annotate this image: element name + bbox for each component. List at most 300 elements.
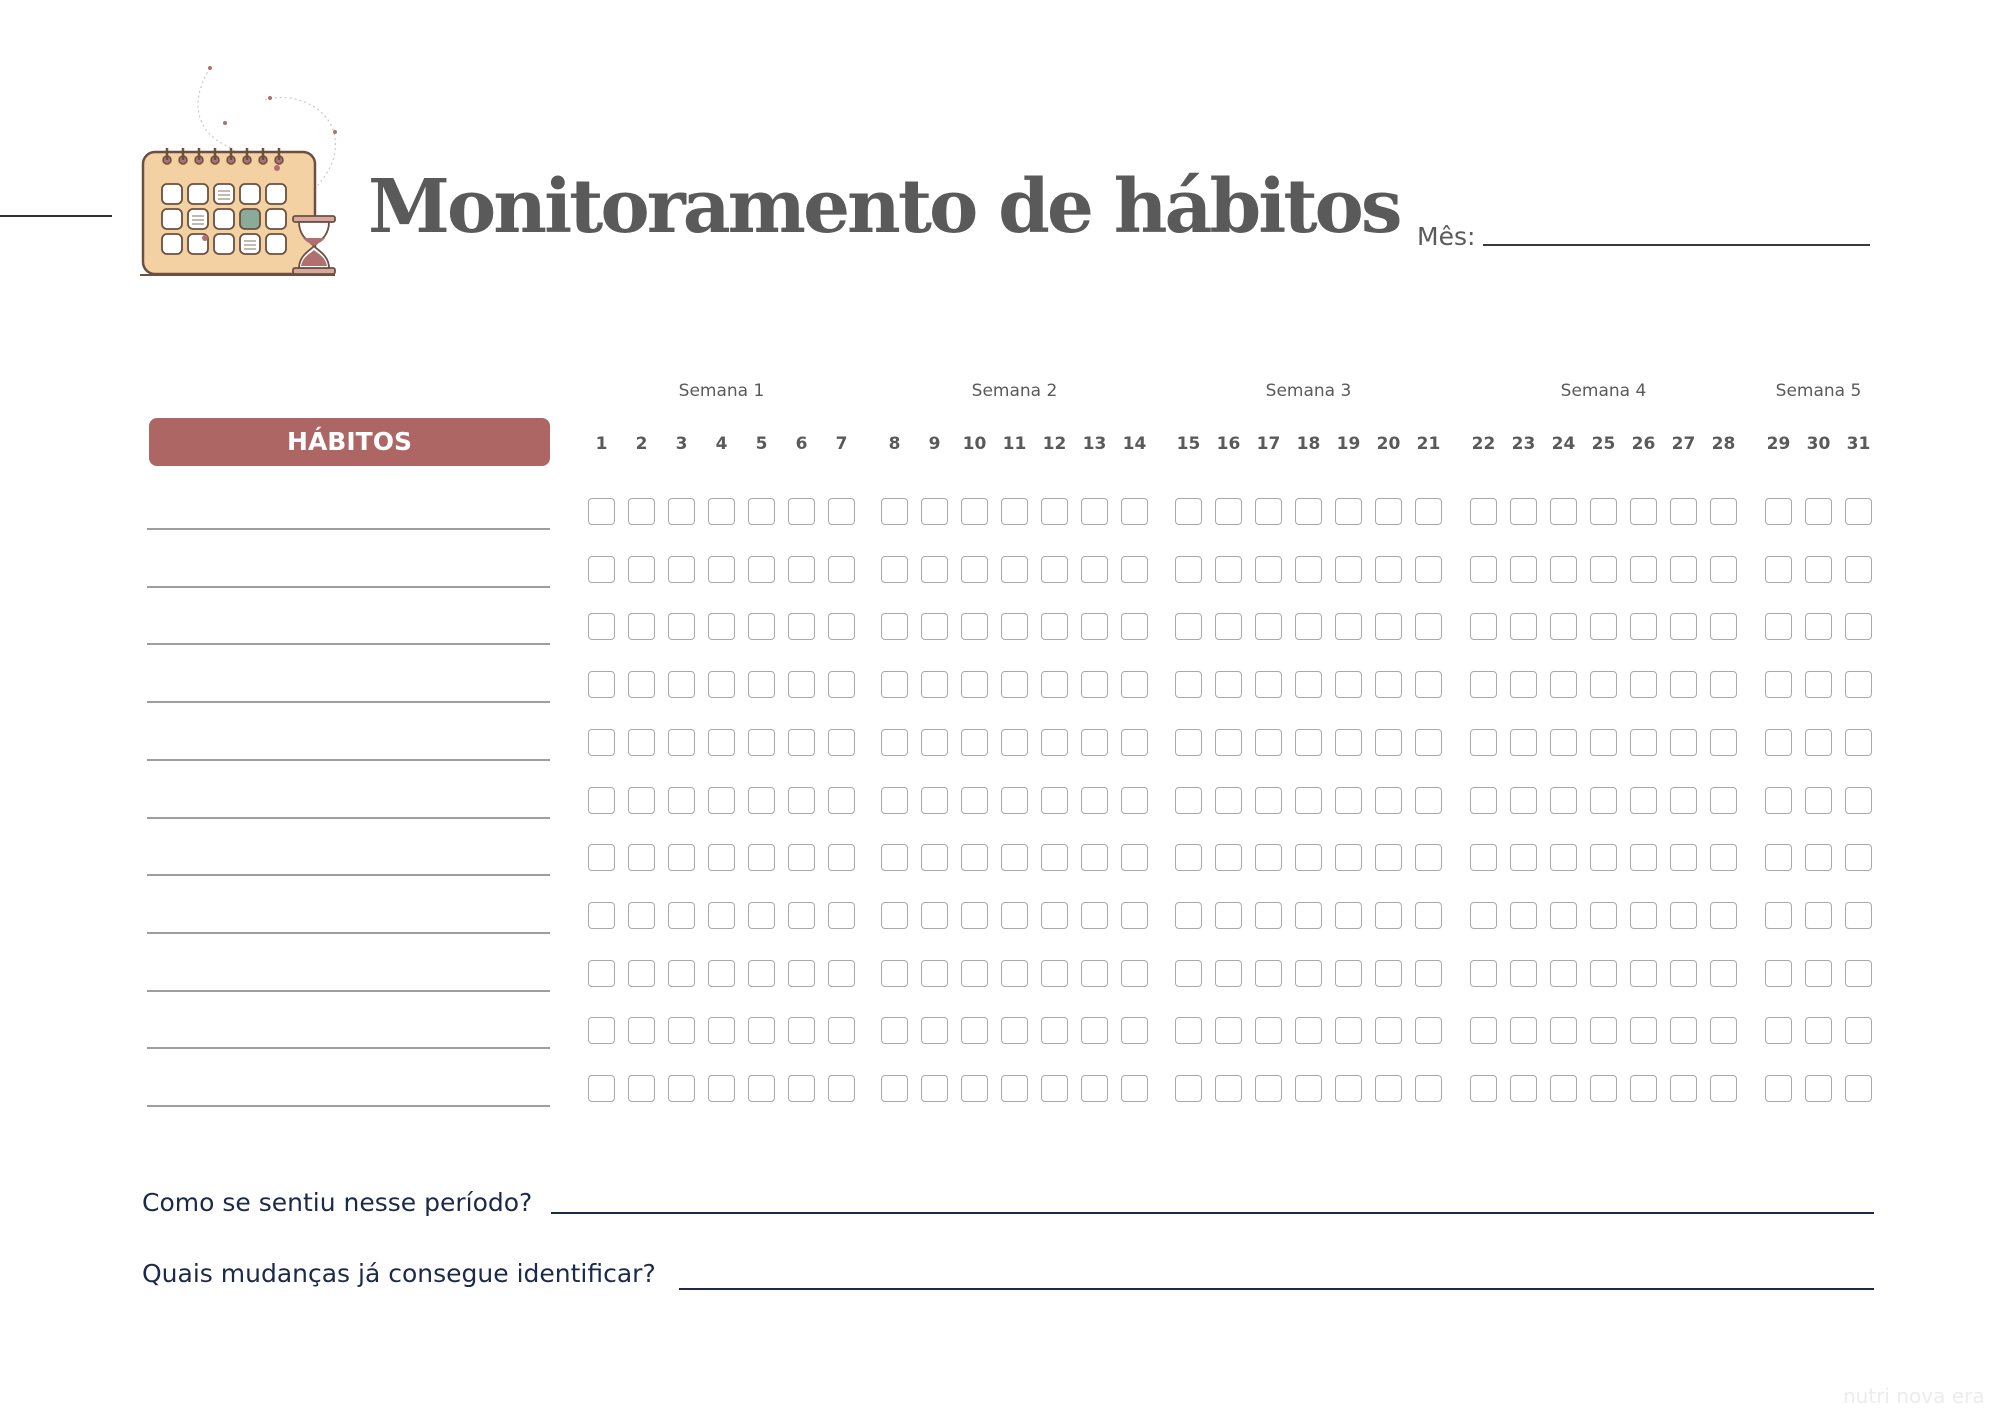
- habit-checkbox[interactable]: [748, 787, 775, 814]
- habit-checkbox[interactable]: [1845, 556, 1872, 583]
- habit-checkbox[interactable]: [1175, 613, 1202, 640]
- habit-checkbox[interactable]: [1215, 1017, 1242, 1044]
- habit-checkbox[interactable]: [1710, 729, 1737, 756]
- habit-checkbox[interactable]: [628, 671, 655, 698]
- habit-checkbox[interactable]: [1375, 729, 1402, 756]
- habit-checkbox[interactable]: [1121, 902, 1148, 929]
- habit-checkbox[interactable]: [881, 671, 908, 698]
- habit-checkbox[interactable]: [1175, 1017, 1202, 1044]
- habit-checkbox[interactable]: [1041, 613, 1068, 640]
- habit-checkbox[interactable]: [921, 729, 948, 756]
- habit-name-line[interactable]: [147, 586, 550, 588]
- habit-checkbox[interactable]: [748, 1075, 775, 1102]
- habit-checkbox[interactable]: [1215, 960, 1242, 987]
- habit-checkbox[interactable]: [588, 844, 615, 871]
- habit-checkbox[interactable]: [1255, 729, 1282, 756]
- habit-checkbox[interactable]: [1805, 498, 1832, 525]
- habit-checkbox[interactable]: [748, 960, 775, 987]
- habit-checkbox[interactable]: [788, 844, 815, 871]
- habit-checkbox[interactable]: [1670, 498, 1697, 525]
- habit-checkbox[interactable]: [628, 613, 655, 640]
- habit-checkbox[interactable]: [628, 844, 655, 871]
- habit-checkbox[interactable]: [1470, 498, 1497, 525]
- habit-checkbox[interactable]: [1550, 1017, 1577, 1044]
- habit-checkbox[interactable]: [1295, 729, 1322, 756]
- habit-checkbox[interactable]: [1550, 556, 1577, 583]
- habit-checkbox[interactable]: [1121, 671, 1148, 698]
- habit-checkbox[interactable]: [1335, 960, 1362, 987]
- habit-checkbox[interactable]: [1470, 671, 1497, 698]
- habit-checkbox[interactable]: [1805, 787, 1832, 814]
- habit-checkbox[interactable]: [708, 1017, 735, 1044]
- habit-checkbox[interactable]: [748, 671, 775, 698]
- habit-checkbox[interactable]: [1081, 787, 1108, 814]
- habit-checkbox[interactable]: [1081, 1017, 1108, 1044]
- habit-checkbox[interactable]: [921, 960, 948, 987]
- habit-checkbox[interactable]: [1121, 1075, 1148, 1102]
- habit-checkbox[interactable]: [1470, 1017, 1497, 1044]
- habit-checkbox[interactable]: [788, 498, 815, 525]
- habit-checkbox[interactable]: [881, 729, 908, 756]
- habit-name-line[interactable]: [147, 990, 550, 992]
- habit-checkbox[interactable]: [1845, 729, 1872, 756]
- habit-checkbox[interactable]: [1335, 902, 1362, 929]
- habit-checkbox[interactable]: [1845, 671, 1872, 698]
- habit-checkbox[interactable]: [1215, 729, 1242, 756]
- habit-checkbox[interactable]: [1550, 960, 1577, 987]
- habit-checkbox[interactable]: [1001, 613, 1028, 640]
- habit-checkbox[interactable]: [1255, 960, 1282, 987]
- habit-checkbox[interactable]: [1805, 960, 1832, 987]
- habit-checkbox[interactable]: [1121, 1017, 1148, 1044]
- habit-checkbox[interactable]: [1335, 787, 1362, 814]
- habit-checkbox[interactable]: [1765, 613, 1792, 640]
- habit-checkbox[interactable]: [1001, 671, 1028, 698]
- habit-name-line[interactable]: [147, 874, 550, 876]
- habit-checkbox[interactable]: [1041, 729, 1068, 756]
- habit-checkbox[interactable]: [1550, 787, 1577, 814]
- habit-name-line[interactable]: [147, 759, 550, 761]
- habit-checkbox[interactable]: [788, 1017, 815, 1044]
- habit-checkbox[interactable]: [1845, 902, 1872, 929]
- habit-checkbox[interactable]: [1470, 902, 1497, 929]
- habit-checkbox[interactable]: [1001, 787, 1028, 814]
- habit-checkbox[interactable]: [1335, 556, 1362, 583]
- habit-checkbox[interactable]: [1670, 844, 1697, 871]
- habit-checkbox[interactable]: [828, 787, 855, 814]
- habit-checkbox[interactable]: [1215, 498, 1242, 525]
- habit-checkbox[interactable]: [1630, 902, 1657, 929]
- habit-checkbox[interactable]: [1630, 960, 1657, 987]
- habit-checkbox[interactable]: [1415, 787, 1442, 814]
- habit-checkbox[interactable]: [1081, 556, 1108, 583]
- answer-line-feeling[interactable]: [551, 1212, 1874, 1214]
- habit-checkbox[interactable]: [1375, 556, 1402, 583]
- habit-checkbox[interactable]: [588, 1017, 615, 1044]
- habit-checkbox[interactable]: [1215, 1075, 1242, 1102]
- habit-checkbox[interactable]: [1041, 902, 1068, 929]
- habit-checkbox[interactable]: [881, 613, 908, 640]
- habit-checkbox[interactable]: [1590, 671, 1617, 698]
- habit-checkbox[interactable]: [881, 498, 908, 525]
- habit-checkbox[interactable]: [881, 1075, 908, 1102]
- habit-checkbox[interactable]: [1765, 498, 1792, 525]
- habit-checkbox[interactable]: [1335, 613, 1362, 640]
- habit-checkbox[interactable]: [1295, 671, 1322, 698]
- habit-checkbox[interactable]: [1001, 729, 1028, 756]
- habit-checkbox[interactable]: [1550, 671, 1577, 698]
- habit-checkbox[interactable]: [1510, 729, 1537, 756]
- habit-checkbox[interactable]: [1175, 498, 1202, 525]
- habit-checkbox[interactable]: [1295, 556, 1322, 583]
- habit-checkbox[interactable]: [881, 902, 908, 929]
- habit-checkbox[interactable]: [1670, 902, 1697, 929]
- habit-checkbox[interactable]: [1470, 729, 1497, 756]
- habit-checkbox[interactable]: [628, 960, 655, 987]
- habit-checkbox[interactable]: [1295, 960, 1322, 987]
- habit-checkbox[interactable]: [708, 498, 735, 525]
- habit-checkbox[interactable]: [1765, 556, 1792, 583]
- habit-checkbox[interactable]: [788, 1075, 815, 1102]
- habit-checkbox[interactable]: [748, 1017, 775, 1044]
- habit-checkbox[interactable]: [921, 498, 948, 525]
- habit-checkbox[interactable]: [708, 1075, 735, 1102]
- habit-checkbox[interactable]: [1470, 960, 1497, 987]
- habit-checkbox[interactable]: [921, 671, 948, 698]
- habit-checkbox[interactable]: [1415, 671, 1442, 698]
- habit-checkbox[interactable]: [828, 671, 855, 698]
- habit-checkbox[interactable]: [668, 1017, 695, 1044]
- habit-checkbox[interactable]: [1845, 844, 1872, 871]
- habit-checkbox[interactable]: [1670, 1075, 1697, 1102]
- habit-checkbox[interactable]: [1550, 613, 1577, 640]
- habit-checkbox[interactable]: [588, 729, 615, 756]
- habit-checkbox[interactable]: [1121, 729, 1148, 756]
- habit-checkbox[interactable]: [1710, 556, 1737, 583]
- habit-checkbox[interactable]: [921, 1017, 948, 1044]
- habit-checkbox[interactable]: [788, 671, 815, 698]
- habit-checkbox[interactable]: [1041, 556, 1068, 583]
- habit-checkbox[interactable]: [1255, 613, 1282, 640]
- habit-checkbox[interactable]: [708, 844, 735, 871]
- habit-checkbox[interactable]: [748, 729, 775, 756]
- habit-checkbox[interactable]: [1121, 844, 1148, 871]
- habit-checkbox[interactable]: [1670, 729, 1697, 756]
- habit-checkbox[interactable]: [1710, 671, 1737, 698]
- habit-checkbox[interactable]: [668, 787, 695, 814]
- habit-checkbox[interactable]: [1375, 787, 1402, 814]
- habit-checkbox[interactable]: [1215, 671, 1242, 698]
- habit-checkbox[interactable]: [588, 613, 615, 640]
- habit-checkbox[interactable]: [1590, 844, 1617, 871]
- habit-checkbox[interactable]: [1215, 556, 1242, 583]
- habit-checkbox[interactable]: [1590, 1075, 1617, 1102]
- habit-checkbox[interactable]: [1375, 671, 1402, 698]
- habit-checkbox[interactable]: [1001, 960, 1028, 987]
- habit-checkbox[interactable]: [1001, 1017, 1028, 1044]
- habit-checkbox[interactable]: [1590, 902, 1617, 929]
- habit-checkbox[interactable]: [1175, 960, 1202, 987]
- habit-checkbox[interactable]: [628, 1075, 655, 1102]
- habit-checkbox[interactable]: [1590, 787, 1617, 814]
- habit-checkbox[interactable]: [1805, 902, 1832, 929]
- habit-checkbox[interactable]: [1710, 1017, 1737, 1044]
- habit-checkbox[interactable]: [1121, 613, 1148, 640]
- habit-checkbox[interactable]: [628, 556, 655, 583]
- habit-checkbox[interactable]: [1215, 787, 1242, 814]
- habit-checkbox[interactable]: [1670, 613, 1697, 640]
- habit-checkbox[interactable]: [628, 1017, 655, 1044]
- habit-checkbox[interactable]: [1375, 902, 1402, 929]
- habit-checkbox[interactable]: [668, 729, 695, 756]
- habit-checkbox[interactable]: [1081, 729, 1108, 756]
- habit-checkbox[interactable]: [828, 729, 855, 756]
- habit-checkbox[interactable]: [828, 1075, 855, 1102]
- habit-name-line[interactable]: [147, 1047, 550, 1049]
- habit-checkbox[interactable]: [1255, 498, 1282, 525]
- habit-checkbox[interactable]: [1630, 556, 1657, 583]
- habit-checkbox[interactable]: [628, 498, 655, 525]
- habit-checkbox[interactable]: [1710, 960, 1737, 987]
- habit-checkbox[interactable]: [1255, 556, 1282, 583]
- habit-checkbox[interactable]: [828, 960, 855, 987]
- habit-checkbox[interactable]: [881, 1017, 908, 1044]
- habit-checkbox[interactable]: [1175, 902, 1202, 929]
- habit-checkbox[interactable]: [1175, 556, 1202, 583]
- habit-checkbox[interactable]: [1001, 498, 1028, 525]
- habit-checkbox[interactable]: [788, 556, 815, 583]
- habit-checkbox[interactable]: [708, 902, 735, 929]
- habit-checkbox[interactable]: [921, 613, 948, 640]
- habit-checkbox[interactable]: [828, 498, 855, 525]
- habit-checkbox[interactable]: [1590, 1017, 1617, 1044]
- habit-checkbox[interactable]: [1630, 1075, 1657, 1102]
- habit-checkbox[interactable]: [961, 729, 988, 756]
- habit-name-line[interactable]: [147, 701, 550, 703]
- habit-checkbox[interactable]: [1415, 729, 1442, 756]
- habit-checkbox[interactable]: [1175, 671, 1202, 698]
- habit-checkbox[interactable]: [1375, 960, 1402, 987]
- habit-checkbox[interactable]: [1805, 844, 1832, 871]
- habit-checkbox[interactable]: [1081, 960, 1108, 987]
- habit-checkbox[interactable]: [1255, 671, 1282, 698]
- habit-checkbox[interactable]: [961, 787, 988, 814]
- habit-checkbox[interactable]: [1670, 960, 1697, 987]
- habit-checkbox[interactable]: [1295, 1075, 1322, 1102]
- answer-line-changes[interactable]: [679, 1288, 1874, 1290]
- habit-checkbox[interactable]: [1845, 1017, 1872, 1044]
- habit-checkbox[interactable]: [668, 498, 695, 525]
- habit-checkbox[interactable]: [1670, 787, 1697, 814]
- habit-checkbox[interactable]: [1630, 787, 1657, 814]
- habit-checkbox[interactable]: [921, 902, 948, 929]
- habit-checkbox[interactable]: [708, 671, 735, 698]
- habit-checkbox[interactable]: [1375, 1075, 1402, 1102]
- habit-checkbox[interactable]: [1670, 1017, 1697, 1044]
- habit-checkbox[interactable]: [1041, 498, 1068, 525]
- habit-checkbox[interactable]: [1765, 902, 1792, 929]
- habit-checkbox[interactable]: [1550, 902, 1577, 929]
- habit-checkbox[interactable]: [828, 613, 855, 640]
- habit-checkbox[interactable]: [1215, 844, 1242, 871]
- habit-checkbox[interactable]: [1550, 1075, 1577, 1102]
- habit-checkbox[interactable]: [788, 960, 815, 987]
- habit-checkbox[interactable]: [1710, 498, 1737, 525]
- habit-checkbox[interactable]: [748, 844, 775, 871]
- habit-checkbox[interactable]: [1041, 960, 1068, 987]
- habit-checkbox[interactable]: [961, 671, 988, 698]
- habit-checkbox[interactable]: [1375, 613, 1402, 640]
- habit-checkbox[interactable]: [1041, 787, 1068, 814]
- habit-name-line[interactable]: [147, 817, 550, 819]
- habit-checkbox[interactable]: [1510, 1017, 1537, 1044]
- habit-checkbox[interactable]: [1041, 671, 1068, 698]
- habit-checkbox[interactable]: [708, 613, 735, 640]
- habit-checkbox[interactable]: [1415, 1017, 1442, 1044]
- habit-checkbox[interactable]: [921, 844, 948, 871]
- habit-checkbox[interactable]: [1710, 613, 1737, 640]
- habit-checkbox[interactable]: [1295, 787, 1322, 814]
- habit-checkbox[interactable]: [1765, 787, 1792, 814]
- habit-checkbox[interactable]: [961, 556, 988, 583]
- habit-checkbox[interactable]: [1415, 1075, 1442, 1102]
- habit-checkbox[interactable]: [1415, 613, 1442, 640]
- habit-checkbox[interactable]: [788, 613, 815, 640]
- habit-checkbox[interactable]: [1630, 1017, 1657, 1044]
- habit-checkbox[interactable]: [881, 960, 908, 987]
- habit-checkbox[interactable]: [1295, 613, 1322, 640]
- habit-checkbox[interactable]: [1710, 787, 1737, 814]
- habit-checkbox[interactable]: [1335, 844, 1362, 871]
- habit-checkbox[interactable]: [828, 1017, 855, 1044]
- habit-checkbox[interactable]: [1041, 844, 1068, 871]
- habit-checkbox[interactable]: [1630, 613, 1657, 640]
- habit-checkbox[interactable]: [1001, 902, 1028, 929]
- habit-checkbox[interactable]: [1630, 729, 1657, 756]
- habit-checkbox[interactable]: [708, 556, 735, 583]
- habit-checkbox[interactable]: [961, 498, 988, 525]
- habit-checkbox[interactable]: [1470, 556, 1497, 583]
- habit-checkbox[interactable]: [588, 902, 615, 929]
- habit-name-line[interactable]: [147, 528, 550, 530]
- habit-checkbox[interactable]: [668, 902, 695, 929]
- habit-checkbox[interactable]: [1805, 613, 1832, 640]
- habit-checkbox[interactable]: [668, 613, 695, 640]
- habit-checkbox[interactable]: [1590, 729, 1617, 756]
- habit-checkbox[interactable]: [1590, 498, 1617, 525]
- habit-checkbox[interactable]: [1295, 844, 1322, 871]
- habit-checkbox[interactable]: [1510, 902, 1537, 929]
- habit-checkbox[interactable]: [1550, 498, 1577, 525]
- habit-checkbox[interactable]: [1335, 729, 1362, 756]
- habit-checkbox[interactable]: [1805, 1075, 1832, 1102]
- habit-checkbox[interactable]: [1670, 671, 1697, 698]
- habit-checkbox[interactable]: [1121, 556, 1148, 583]
- habit-checkbox[interactable]: [1081, 902, 1108, 929]
- habit-checkbox[interactable]: [961, 613, 988, 640]
- habit-checkbox[interactable]: [1255, 1017, 1282, 1044]
- habit-checkbox[interactable]: [748, 613, 775, 640]
- habit-checkbox[interactable]: [588, 671, 615, 698]
- habit-checkbox[interactable]: [1255, 844, 1282, 871]
- habit-checkbox[interactable]: [748, 902, 775, 929]
- habit-checkbox[interactable]: [881, 556, 908, 583]
- habit-checkbox[interactable]: [961, 902, 988, 929]
- habit-checkbox[interactable]: [1121, 960, 1148, 987]
- habit-checkbox[interactable]: [1510, 556, 1537, 583]
- habit-checkbox[interactable]: [1630, 671, 1657, 698]
- habit-checkbox[interactable]: [1510, 787, 1537, 814]
- habit-checkbox[interactable]: [1510, 671, 1537, 698]
- habit-checkbox[interactable]: [1121, 498, 1148, 525]
- habit-checkbox[interactable]: [921, 787, 948, 814]
- habit-checkbox[interactable]: [1805, 1017, 1832, 1044]
- habit-checkbox[interactable]: [1081, 844, 1108, 871]
- habit-checkbox[interactable]: [961, 1075, 988, 1102]
- habit-checkbox[interactable]: [961, 844, 988, 871]
- habit-checkbox[interactable]: [748, 556, 775, 583]
- habit-checkbox[interactable]: [668, 844, 695, 871]
- habit-checkbox[interactable]: [1470, 844, 1497, 871]
- habit-checkbox[interactable]: [1630, 498, 1657, 525]
- habit-checkbox[interactable]: [628, 902, 655, 929]
- habit-checkbox[interactable]: [1335, 671, 1362, 698]
- habit-checkbox[interactable]: [1215, 902, 1242, 929]
- habit-checkbox[interactable]: [588, 960, 615, 987]
- habit-checkbox[interactable]: [1081, 1075, 1108, 1102]
- habit-checkbox[interactable]: [1081, 498, 1108, 525]
- habit-checkbox[interactable]: [1845, 960, 1872, 987]
- habit-checkbox[interactable]: [1510, 960, 1537, 987]
- habit-checkbox[interactable]: [1255, 787, 1282, 814]
- habit-checkbox[interactable]: [1081, 671, 1108, 698]
- habit-checkbox[interactable]: [1845, 498, 1872, 525]
- habit-checkbox[interactable]: [1845, 613, 1872, 640]
- habit-checkbox[interactable]: [1335, 498, 1362, 525]
- habit-checkbox[interactable]: [1710, 844, 1737, 871]
- habit-checkbox[interactable]: [668, 1075, 695, 1102]
- month-input-line[interactable]: [1483, 244, 1870, 246]
- habit-checkbox[interactable]: [1415, 960, 1442, 987]
- habit-checkbox[interactable]: [1590, 960, 1617, 987]
- habit-checkbox[interactable]: [881, 787, 908, 814]
- habit-checkbox[interactable]: [1255, 1075, 1282, 1102]
- habit-checkbox[interactable]: [588, 1075, 615, 1102]
- habit-checkbox[interactable]: [1121, 787, 1148, 814]
- habit-checkbox[interactable]: [1510, 498, 1537, 525]
- habit-checkbox[interactable]: [1550, 844, 1577, 871]
- habit-checkbox[interactable]: [1175, 844, 1202, 871]
- habit-checkbox[interactable]: [588, 556, 615, 583]
- habit-checkbox[interactable]: [708, 960, 735, 987]
- habit-checkbox[interactable]: [1295, 1017, 1322, 1044]
- habit-checkbox[interactable]: [788, 902, 815, 929]
- habit-checkbox[interactable]: [1670, 556, 1697, 583]
- habit-checkbox[interactable]: [1175, 729, 1202, 756]
- habit-checkbox[interactable]: [1001, 556, 1028, 583]
- habit-checkbox[interactable]: [1630, 844, 1657, 871]
- habit-checkbox[interactable]: [588, 787, 615, 814]
- habit-checkbox[interactable]: [1375, 498, 1402, 525]
- habit-checkbox[interactable]: [1215, 613, 1242, 640]
- habit-checkbox[interactable]: [1001, 844, 1028, 871]
- habit-checkbox[interactable]: [1041, 1075, 1068, 1102]
- habit-checkbox[interactable]: [828, 556, 855, 583]
- habit-checkbox[interactable]: [1470, 1075, 1497, 1102]
- habit-checkbox[interactable]: [881, 844, 908, 871]
- habit-checkbox[interactable]: [1255, 902, 1282, 929]
- habit-checkbox[interactable]: [1470, 787, 1497, 814]
